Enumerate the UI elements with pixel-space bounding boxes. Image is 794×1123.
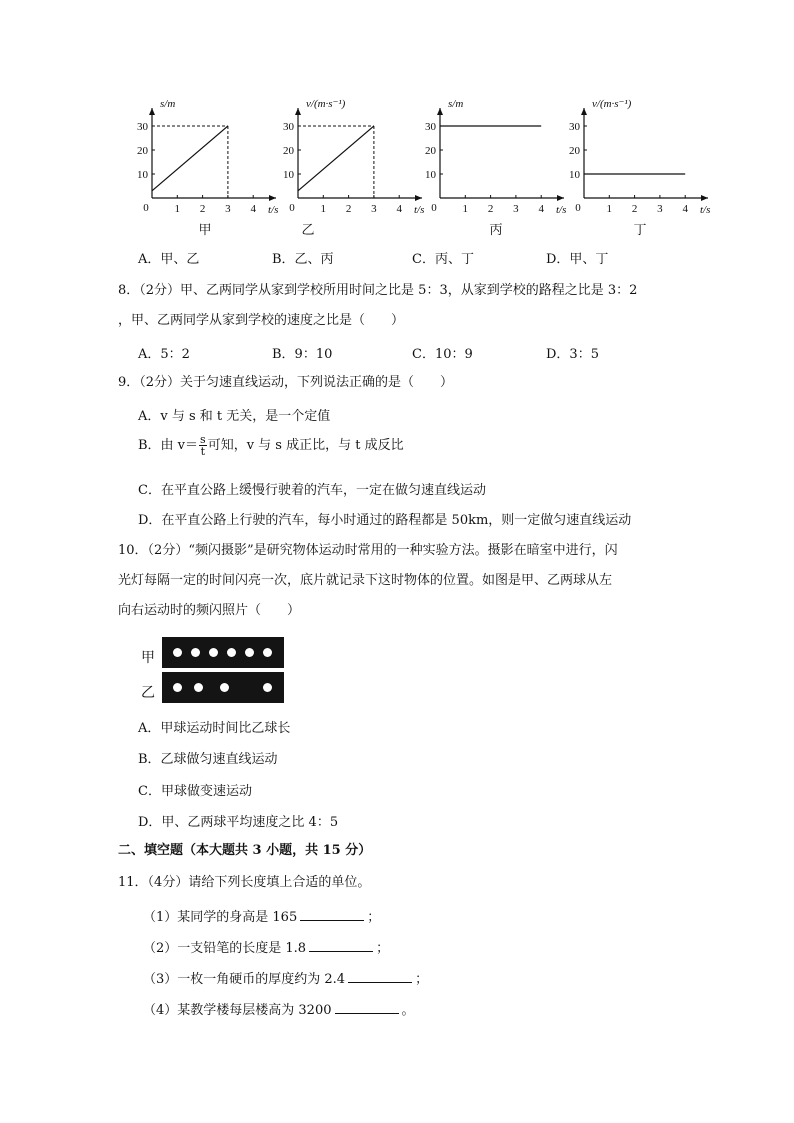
q8-stem-line1: 8．（2分）甲、乙两同学从家到学校所用时间之比是 5：3，从家到学校的路程之比是 3：2 — [118, 283, 638, 298]
graph-caption: 丁 — [633, 222, 647, 237]
x-axis-arrow-icon — [557, 195, 564, 201]
graph-caption: 丙 — [489, 222, 503, 237]
data-line — [298, 126, 374, 191]
x-axis-arrow-icon — [415, 195, 422, 201]
q11-item-1 — [143, 906, 380, 925]
q10-option-a[interactable]: A．甲球运动时间比乙球长 — [138, 721, 291, 736]
q8-stem-line2: ，甲、乙两同学从家到学校的速度之比是（ ） — [118, 313, 405, 328]
q9-option-b-suffix: 可知，v 与 s 成正比，与 t 成反比 — [207, 438, 404, 453]
q8-option-b[interactable]: B．9：10 — [272, 347, 333, 362]
ball-position — [263, 683, 272, 692]
q11-item-3-text: （3）一枚一角硬币的厚度约为 2.4 — [143, 972, 346, 987]
answer-blank-1[interactable] — [300, 908, 364, 921]
ball-position — [263, 648, 272, 657]
x-tick-label: 1 — [606, 203, 613, 215]
x-tick-label: 1 — [462, 203, 469, 215]
y-tick-label: 10 — [283, 169, 294, 181]
x-axis-arrow-icon — [701, 195, 708, 201]
graph-caption: 乙 — [301, 222, 315, 237]
q8-option-c[interactable]: C．10：9 — [412, 347, 473, 362]
q8-option-a[interactable]: A．5：2 — [138, 347, 190, 362]
y-axis-arrow-icon — [149, 108, 155, 115]
q7-option-b[interactable]: B．乙、丙 — [272, 252, 334, 267]
q11-item-2-text: （2）一支铅笔的长度是 1.8 — [143, 941, 307, 956]
x-tick-label: 2 — [487, 203, 494, 215]
x-tick-label: 4 — [682, 203, 688, 215]
origin-label: 0 — [289, 202, 295, 214]
q9-option-b[interactable] — [138, 434, 404, 457]
strobe-strip-jia — [162, 637, 284, 668]
graphs-svg — [0, 0, 794, 245]
ball-position — [227, 648, 236, 657]
x-tick-label: 2 — [345, 203, 352, 215]
ball-position — [245, 648, 254, 657]
x-tick-label: 4 — [538, 203, 544, 215]
ball-position — [173, 683, 182, 692]
q11-item-2 — [143, 937, 389, 956]
y-axis-label: s/m — [448, 98, 464, 110]
strobe-label-jia: 甲 — [141, 650, 155, 666]
x-tick-label: 2 — [631, 203, 638, 215]
data-line — [152, 126, 228, 191]
q11-item-1-end: ； — [367, 910, 381, 925]
q11-item-2-end: ； — [376, 941, 390, 956]
answer-blank-4[interactable] — [335, 1001, 399, 1014]
origin-label: 0 — [143, 202, 149, 214]
q11-item-3 — [143, 968, 428, 987]
y-axis-label: s/m — [160, 98, 176, 110]
x-axis-label: t/s — [268, 204, 279, 216]
q9-option-a[interactable]: A．v 与 s 和 t 无关，是一个定值 — [138, 409, 331, 424]
y-tick-label: 30 — [425, 121, 436, 133]
x-tick-label: 3 — [657, 203, 663, 215]
q9-option-d[interactable]: D．在平直公路上行驶的汽车，每小时通过的路程都是 50km，则一定做匀速直线运动 — [138, 513, 632, 528]
ball-position — [194, 683, 203, 692]
graph-jia — [137, 98, 278, 237]
ball-position — [209, 648, 218, 657]
q10-option-c[interactable]: C．甲球做变速运动 — [138, 784, 252, 799]
ball-position — [191, 648, 200, 657]
q8-option-d[interactable]: D．3：5 — [546, 347, 599, 362]
y-tick-label: 30 — [569, 121, 580, 133]
x-tick-label: 3 — [513, 203, 519, 215]
x-tick-label: 3 — [371, 203, 377, 215]
q11-item-4-end: 。 — [401, 1003, 415, 1018]
section-title-fill-in: 二、填空题（本大题共 3 小题，共 15 分） — [118, 843, 372, 858]
q11-item-1-text: （1）某同学的身高是 165 — [143, 910, 298, 925]
graph-yi — [283, 98, 424, 237]
x-tick-label: 3 — [225, 203, 231, 215]
y-tick-label: 20 — [137, 145, 148, 157]
q10-stem-line1: 10．（2分）“频闪摄影”是研究物体运动时常用的一种实验方法。摄影在暗室中进行，闪 — [118, 543, 618, 558]
origin-label: 0 — [575, 202, 581, 214]
q7-option-d[interactable]: D．甲、丁 — [546, 252, 609, 267]
x-axis-arrow-icon — [269, 195, 276, 201]
q11-stem: 11．（4分）请给下列长度填上合适的单位。 — [118, 875, 371, 890]
y-axis-arrow-icon — [437, 108, 443, 115]
q9-option-c[interactable]: C．在平直公路上缓慢行驶着的汽车，一定在做匀速直线运动 — [138, 483, 486, 498]
x-axis-label: t/s — [556, 204, 567, 216]
x-tick-label: 2 — [199, 203, 206, 215]
y-axis-label: v/(m·s⁻¹) — [592, 98, 632, 110]
y-tick-label: 20 — [425, 145, 436, 157]
q11-item-4-text: （4）某教学楼每层楼高为 3200 — [143, 1003, 332, 1018]
y-tick-label: 20 — [283, 145, 294, 157]
strobe-label-yi: 乙 — [141, 685, 155, 701]
ball-position — [220, 683, 229, 692]
origin-label: 0 — [431, 202, 437, 214]
y-tick-label: 30 — [283, 121, 294, 133]
y-axis-label: v/(m·s⁻¹) — [306, 98, 346, 110]
q10-option-d[interactable]: D．甲、乙两球平均速度之比 4：5 — [138, 815, 339, 830]
x-tick-label: 1 — [174, 203, 181, 215]
y-axis-arrow-icon — [295, 108, 301, 115]
x-tick-label: 4 — [250, 203, 256, 215]
q7-option-c[interactable]: C．丙、丁 — [412, 252, 474, 267]
q9-stem: 9．（2分）关于匀速直线运动，下列说法正确的是（ ） — [118, 375, 454, 390]
q11-item-4 — [143, 999, 415, 1018]
q10-stem-line3: 向右运动时的频闪照片（ ） — [118, 603, 301, 618]
y-tick-label: 10 — [569, 169, 580, 181]
x-tick-label: 1 — [320, 203, 327, 215]
ball-position — [173, 648, 182, 657]
q10-stem-line2: 光灯每隔一定的时间闪亮一次，底片就记录下这时物体的位置。如图是甲、乙两球从左 — [118, 573, 613, 588]
x-axis-label: t/s — [414, 204, 425, 216]
answer-blank-2[interactable] — [309, 939, 373, 952]
q11-item-3-end: ； — [415, 972, 429, 987]
q10-option-b[interactable]: B．乙球做匀速直线运动 — [138, 752, 278, 767]
answer-blank-3[interactable] — [348, 970, 412, 983]
graph-bing — [425, 98, 566, 237]
q7-option-a[interactable]: A．甲、乙 — [138, 252, 200, 267]
strobe-strip-yi — [162, 672, 284, 703]
y-tick-label: 10 — [137, 169, 148, 181]
y-tick-label: 10 — [425, 169, 436, 181]
graph-caption: 甲 — [198, 222, 212, 237]
y-axis-arrow-icon — [581, 108, 587, 115]
graph-ding — [569, 98, 710, 237]
x-tick-label: 4 — [396, 203, 402, 215]
x-axis-label: t/s — [700, 204, 711, 216]
y-tick-label: 20 — [569, 145, 580, 157]
fraction-numerator: s — [200, 433, 206, 446]
y-tick-label: 30 — [137, 121, 148, 133]
velocity-fraction — [199, 434, 207, 457]
q9-option-b-prefix: B．由 v＝ — [138, 438, 199, 453]
fraction-denominator: t — [200, 445, 206, 458]
